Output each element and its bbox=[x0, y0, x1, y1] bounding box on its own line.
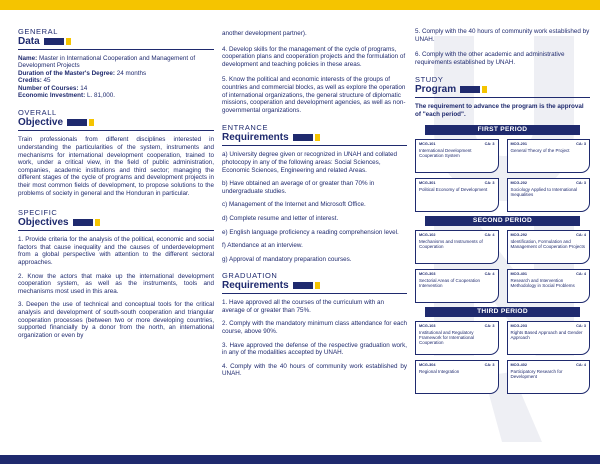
course-credits: CA: 3 bbox=[484, 180, 495, 185]
entrance-requirement-g: g) Approval of mandatory preparation courses. bbox=[222, 255, 352, 263]
study-program-note: The requirement to advance the program is the approval of "each period". bbox=[415, 103, 584, 118]
specific-objective-3-continued: another development partner). bbox=[222, 30, 307, 37]
credits-label: Credits: bbox=[18, 77, 42, 85]
specific-objective-2: 2. Know the actors that make up the international development cooperation system, as well as the instruments, tools and mechanisms most used in this area. bbox=[18, 272, 214, 295]
name-label: Name: bbox=[18, 55, 38, 62]
course-credits: CA: 3 bbox=[576, 323, 586, 328]
course-credits: CA: 4 bbox=[484, 271, 495, 276]
course-name: Participatory Research for Development bbox=[510, 368, 563, 379]
column-left bbox=[18, 28, 214, 345]
course-name: Institutional and Regulatory Framework for International Cooperation bbox=[419, 329, 475, 346]
courses-label: Number of Courses: bbox=[18, 84, 79, 92]
course-card bbox=[415, 321, 499, 355]
course-code: MCG-402 bbox=[510, 362, 527, 367]
graduation-requirements-heading: Requirements bbox=[222, 280, 407, 291]
specific-objective-3: 3. Deepen the use of technical and conceptual tools for the critical analysis and development of south-south cooperation and triangular cooperation processes (between two or more developing countries, supported financially by a donor from the north, an international organization or even by bbox=[18, 301, 214, 339]
course-name: Regional Integration bbox=[419, 368, 460, 374]
course-card bbox=[507, 139, 591, 173]
course-card bbox=[415, 139, 499, 173]
entrance-requirement-f: f) Attendance at an interview. bbox=[222, 242, 303, 250]
course-card bbox=[415, 230, 499, 264]
name-value: Master in International Cooperation and Management of Development Projects bbox=[18, 55, 196, 70]
entrance-requirement-e: e) English language proficiency a reading comprehension level. bbox=[222, 228, 399, 236]
general-data-block bbox=[18, 55, 214, 99]
course-code: MCG-101 bbox=[419, 141, 436, 146]
general-data-heading: Data bbox=[18, 36, 214, 47]
course-name: Sociology Applied to International Inequalities bbox=[510, 186, 578, 197]
first-period-courses bbox=[415, 139, 590, 212]
first-period-header: FIRST PERIOD bbox=[425, 125, 580, 135]
bottom-accent-bar bbox=[0, 455, 600, 464]
entrance-requirements-heading: Requirements bbox=[222, 132, 407, 143]
course-card bbox=[415, 360, 499, 394]
course-name: Research and Intervention Methodology in Social Problems bbox=[510, 277, 575, 288]
course-code: MCG-401 bbox=[510, 271, 527, 276]
column-right bbox=[415, 28, 590, 396]
specific-objective-5: 5. Know the political and economic interests of the groups of countries and commercial blocks, as well as explore the operation of international organizations, the general structure of diplomatic missions, cooperation and development agencies, as well as non-governmental organizations. bbox=[222, 76, 406, 114]
second-period-courses bbox=[415, 230, 590, 303]
column-middle bbox=[222, 30, 407, 384]
heading-rule bbox=[222, 145, 407, 146]
second-period-header: SECOND PERIOD bbox=[425, 216, 580, 226]
course-card bbox=[507, 321, 591, 355]
graduation-requirement-1: 1. Have approved all the courses of the curriculum with an average of or greater than 75%. bbox=[222, 299, 385, 314]
specific-objective-4: 4. Develop skills for the management of the cycle of programs, cooperation plans and cooperation projects and the formulation of development and teaching policies in these areas. bbox=[222, 45, 406, 68]
specific-objective-1: 1. Provide criteria for the analysis of the political, economic and social factors that cause inequality and the causes of underdevelopment from a global perspective with attention to the different sectoral approaches. bbox=[18, 236, 214, 266]
overall-objective-small-heading: OVERALL bbox=[18, 108, 57, 118]
course-name: General Theory of the Project bbox=[510, 147, 570, 153]
course-credits: CA: 3 bbox=[576, 180, 586, 185]
duration-label: Duration of the Master's Degree: bbox=[18, 69, 116, 77]
course-credits: CA: 3 bbox=[576, 141, 586, 146]
course-credits: CA: 3 bbox=[484, 141, 495, 146]
specific-objectives-heading: Objectives bbox=[18, 217, 214, 228]
course-code: MCG-301 bbox=[419, 180, 436, 185]
graduation-requirement-4: 4. Comply with the 40 hours of community work established by UNAH. bbox=[222, 362, 407, 378]
course-credits: CA: 4 bbox=[484, 232, 495, 237]
course-name: Identification, Formulation and Management of Cooperation Projects bbox=[510, 238, 586, 249]
course-code: MCG-292 bbox=[510, 232, 527, 237]
heading-rule bbox=[222, 293, 407, 294]
entrance-requirement-d: d) Complete resume and letter of interest. bbox=[222, 214, 339, 222]
specific-objectives-small-heading: SPECIFIC bbox=[18, 208, 58, 218]
course-card bbox=[507, 360, 591, 394]
course-card bbox=[507, 178, 591, 212]
study-program-small-heading: STUDY bbox=[415, 75, 444, 85]
general-data-small-heading: GENERAL bbox=[18, 27, 59, 36]
graduation-requirement-5: 5. Comply with the 40 hours of community work established by UNAH. bbox=[415, 28, 590, 43]
course-code: MCG-201 bbox=[510, 141, 527, 146]
heading-rule bbox=[18, 130, 214, 131]
graduation-requirements-small-heading: GRADUATION bbox=[222, 271, 278, 281]
course-name: Political Economy of Development bbox=[419, 186, 488, 192]
course-name: Mechanisms and Instruments of Cooperation bbox=[419, 238, 483, 249]
study-program-heading: Program bbox=[415, 84, 590, 95]
course-code: MCG-304 bbox=[419, 362, 436, 367]
overall-objective-text: Train professionals from different disciplines interested in understanding the particularities of the system, instruments and mechanisms for international development cooperation, trained to work, under a critical view, in the field of public administration, companies, academic institutions and third sector; managing the different stages of the cycle of programs and development projects in their most common fields of development, to propose solutions to the problems of society in general and the Honduran in particular. bbox=[18, 136, 214, 197]
third-period-header: THIRD PERIOD bbox=[425, 307, 580, 317]
course-code: MCG-103 bbox=[419, 323, 436, 328]
course-code: MCG-102 bbox=[419, 232, 436, 237]
top-accent-bar bbox=[0, 0, 600, 10]
entrance-requirements-small-heading: ENTRANCE bbox=[222, 123, 269, 133]
duration-value: 24 months bbox=[116, 69, 147, 77]
overall-objective-heading: Objective bbox=[18, 117, 214, 128]
graduation-requirement-6: 6. Comply with the other academic and administrative requirements established by UNAH. bbox=[415, 51, 565, 66]
course-code: MCG-202 bbox=[510, 180, 527, 185]
heading-rule bbox=[415, 97, 590, 98]
course-card bbox=[415, 178, 499, 212]
course-name: Rights Based Approach and Gender Approach bbox=[510, 329, 583, 340]
heading-rule bbox=[18, 49, 214, 50]
heading-rule bbox=[18, 230, 214, 231]
graduation-requirement-2: 2. Comply with the mandatory minimum class attendance for each course, above 90%. bbox=[222, 320, 407, 336]
course-credits: CA: 3 bbox=[484, 323, 495, 328]
course-code: MCG-203 bbox=[510, 323, 527, 328]
course-credits: CA: 4 bbox=[576, 271, 586, 276]
course-credits: CA: 4 bbox=[576, 232, 586, 237]
entrance-requirement-c: c) Management of the Internet and Microsoft Office. bbox=[222, 201, 366, 209]
course-card bbox=[507, 230, 591, 264]
third-period-courses bbox=[415, 321, 590, 394]
entrance-requirement-a: a) University degree given or recognized in UNAH and collated photocopy in any of the following areas: Social Sciences, Economic Sciences, Engineering and related Areas. bbox=[222, 151, 398, 174]
courses-value: 14 bbox=[80, 84, 88, 92]
investment-label: Economic Investment: bbox=[18, 92, 86, 100]
course-credits: CA: 4 bbox=[576, 362, 586, 367]
course-name: International Development Cooperation System bbox=[419, 147, 472, 158]
course-credits: CA: 3 bbox=[484, 362, 495, 367]
investment-value: L. 81,000. bbox=[86, 92, 115, 100]
course-card bbox=[507, 269, 591, 303]
credits-value: 45 bbox=[43, 77, 51, 85]
course-card bbox=[415, 269, 499, 303]
course-name: Sectorial Areas of Cooperation Intervention bbox=[419, 277, 481, 288]
entrance-requirement-b: b) Have obtained an average of or greater than 70% in undergraduate studies. bbox=[222, 180, 375, 195]
graduation-requirement-3: 3. Have approved the defense of the respective graduation work, in any of the modalities accepted by UNAH. bbox=[222, 341, 407, 357]
course-code: MCG-303 bbox=[419, 271, 436, 276]
